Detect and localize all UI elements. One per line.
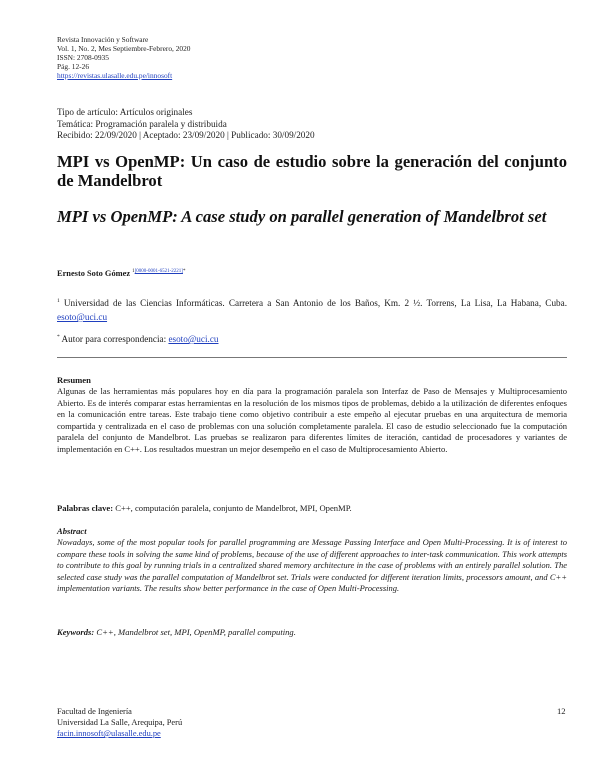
affiliation-text: Universidad de las Ciencias Informáticas. Carretera a San Antonio de los Baños, Km. 2 ½. Torrens, La Lisa, La Habana, Cuba. <box>63 298 568 308</box>
palabras-label: Palabras clave: <box>57 503 114 513</box>
page-number: 12 <box>557 706 566 716</box>
page-footer <box>57 706 182 739</box>
author-orcid-link[interactable]: [0000-0001-6521-2221] <box>134 269 183 274</box>
author-star: * <box>182 269 186 274</box>
footer-university: Universidad La Salle, Arequipa, Perú <box>57 718 183 727</box>
affiliation <box>57 294 567 324</box>
footer-faculty: Facultad de Ingeniería <box>57 707 132 716</box>
resumen-body: Algunas de las herramientas más populares hoy en día para la programación paralela son Interfaz de Paso de Mensajes y Multiprocesamiento Abierto. Es de interés comparar estas herramientas en la resolución de los mismos tipos de problemas, debido a la utilización de diferentes enfoques en la comunicación entre tareas. Este trabajo tiene como objetivo contribuir a este empeño al ejecutar pruebas en una arquitectura de memoria compartida y centralizada en el caso de problemas con una solución completamente paralela. El caso de estudio seleccionado fue la computación paralela del conjunto de Mandelbrot. Las pruebas se realizaron para diferentes límites de iteración, cantidad de procesadores y variantes de implementación en C++. Los resultados muestran un mejor desempeño en el caso de Multiprocesamiento Abierto. <box>57 386 567 454</box>
journal-name: Revista Innovación y Software <box>57 35 149 44</box>
affiliation-email-link[interactable]: esoto@uci.cu <box>57 312 108 322</box>
section-divider <box>57 357 567 358</box>
resumen-heading: Resumen <box>57 375 91 385</box>
correspondence-email-link[interactable]: esoto@uci.cu <box>168 334 219 344</box>
article-dates: Recibido: 22/09/2020 | Aceptado: 23/09/2020 | Publicado: 30/09/2020 <box>57 130 315 140</box>
palabras-clave <box>57 503 352 513</box>
author-line <box>57 269 185 278</box>
footer-email-link[interactable]: facin.innosoft@ulasalle.edu.pe <box>57 729 161 738</box>
abstract-body: Nowadays, some of the most popular tools for parallel programming are Message Passing Interface and Open Multi-Processing. It is of interest to compare these tools in solving the same kind of problems, because of the use of different approaches to inter-task communication. This work attempts to contribute to this goal by running trials in a centralized shared memory architecture in the case of problems with an entirely parallel solution. The selected case study was the parallel computation of Mandelbrot set. Trials were conducted for different iteration limits, processors amount, and C++ implementation variants. The results show better performance in the case of Open Multi-Processing. <box>57 537 567 594</box>
author-sup: 1 <box>132 269 135 274</box>
affiliation-sup: 1 <box>57 298 60 304</box>
keywords-label: Keywords: <box>57 627 95 637</box>
journal-url-link[interactable]: https://revistas.ulasalle.edu.pe/innosoft <box>57 71 173 80</box>
abstract-heading: Abstract <box>57 526 87 536</box>
correspondence <box>57 334 218 344</box>
author-name: Ernesto Soto Gómez <box>57 269 131 278</box>
article-type: Tipo de artículo: Artículos originales <box>57 107 193 117</box>
article-meta <box>57 107 315 142</box>
palabras-text: C++, computación paralela, conjunto de Mandelbrot, MPI, OpenMP. <box>115 503 352 513</box>
correspondence-sup: * <box>57 334 60 340</box>
title-spanish: MPI vs OpenMP: Un caso de estudio sobre la generación del conjunto de Mandelbrot <box>57 152 567 190</box>
journal-issn: ISSN: 2708-0935 <box>57 53 109 62</box>
keywords-text: C++, Mandelbrot set, MPI, OpenMP, parallel computing. <box>96 627 296 637</box>
correspondence-text: Autor para correspondencia: <box>61 334 167 344</box>
keywords <box>57 627 296 637</box>
journal-header <box>57 35 191 80</box>
journal-pages: Pág. 12-26 <box>57 62 90 71</box>
title-english: MPI vs OpenMP: A case study on parallel generation of Mandelbrot set <box>57 207 547 226</box>
article-topic: Temática: Programación paralela y distribuida <box>57 118 227 129</box>
journal-volume: Vol. 1, No. 2, Mes Septiembre-Febrero, 2020 <box>57 44 191 53</box>
